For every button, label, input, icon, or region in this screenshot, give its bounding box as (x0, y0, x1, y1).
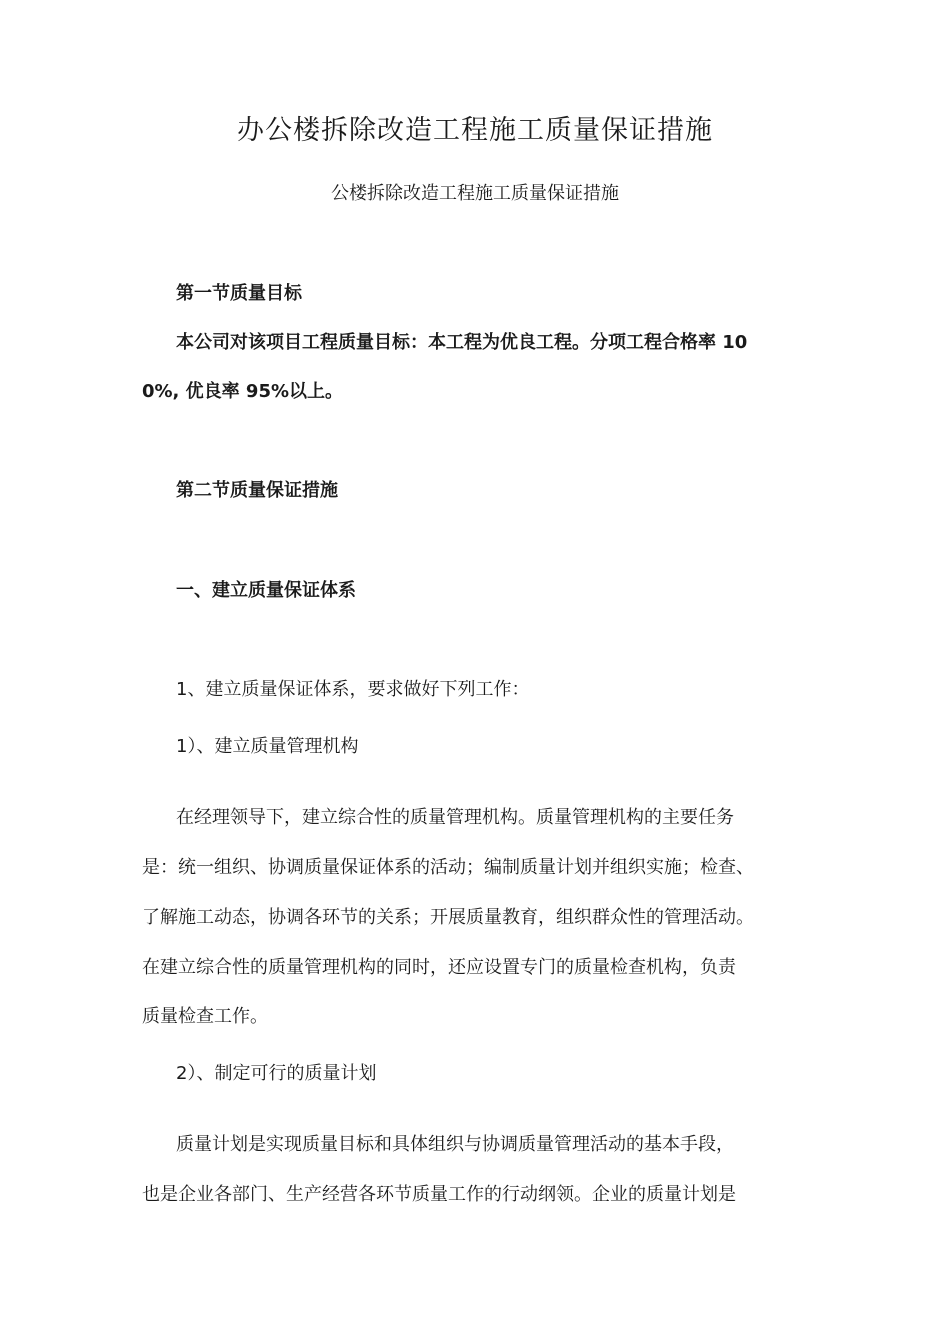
para2-line2: 也是企业各部门、生产经营各环节质量工作的行动纲领。企业的质量计划是 (142, 1184, 736, 1205)
para1-line1: 在经理领导下，建立综合性的质量管理机构。质量管理机构的主要任务 (176, 807, 734, 828)
para1-line3: 了解施工动态，协调各环节的关系；开展质量教育，组织群众性的管理活动。 (142, 907, 754, 928)
section1-line1: 本公司对该项目工程质量目标：本工程为优良工程。分项工程合格率 10 (176, 332, 748, 353)
document-subtitle: 公楼拆除改造工程施工质量保证措施 (331, 183, 619, 204)
para2-line1: 质量计划是实现质量目标和具体组织与协调质量管理活动的基本手段， (176, 1134, 734, 1155)
section2-heading: 第二节质量保证措施 (176, 480, 338, 501)
item1-2: 2）、制定可行的质量计划 (176, 1063, 377, 1084)
item1-1: 1）、建立质量管理机构 (176, 736, 359, 757)
part1-heading: 一、建立质量保证体系 (176, 580, 356, 601)
para1-line2: 是：统一组织、协调质量保证体系的活动；编制质量计划并组织实施；检查、 (142, 857, 754, 878)
section1-line2: 0%, 优良率 95%以上。 (142, 381, 344, 402)
document-title: 办公楼拆除改造工程施工质量保证措施 (237, 115, 713, 146)
section1-heading: 第一节质量目标 (176, 283, 302, 304)
para1-line4: 在建立综合性的质量管理机构的同时，还应设置专门的质量检查机构，负责 (142, 957, 736, 978)
para1-line5: 质量检查工作。 (142, 1006, 268, 1027)
item1: 1、建立质量保证体系，要求做好下列工作： (176, 679, 530, 700)
